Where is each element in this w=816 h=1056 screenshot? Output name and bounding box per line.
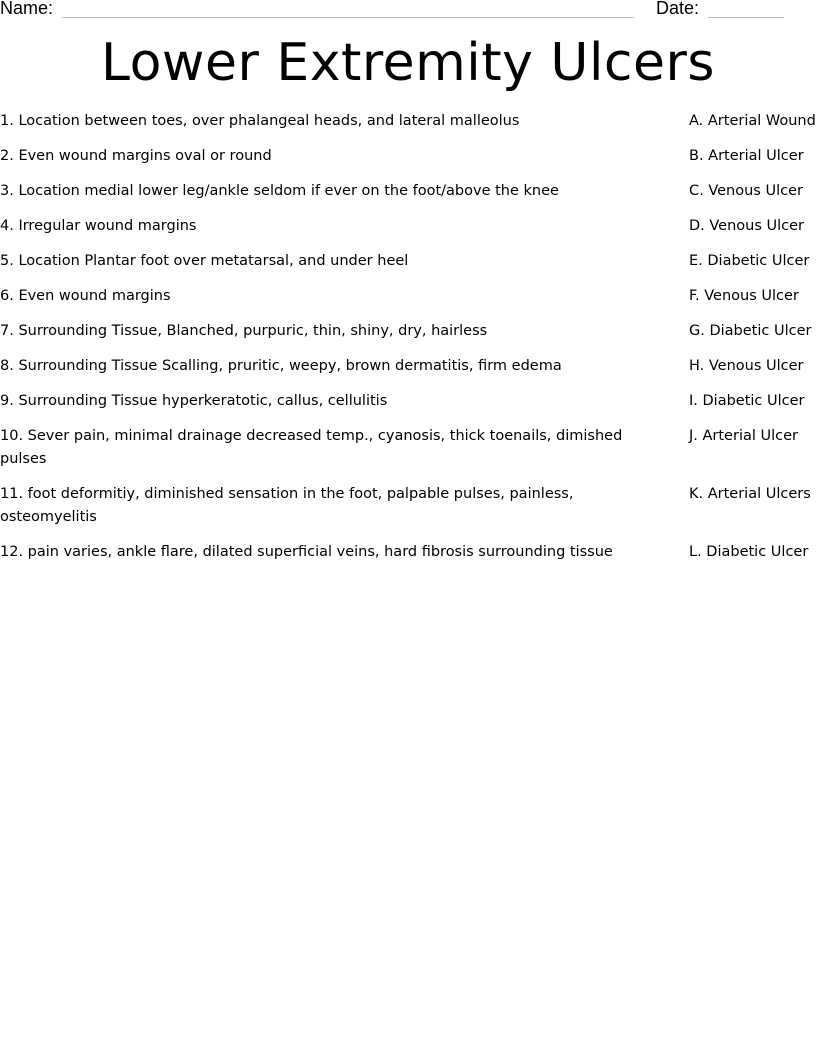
answer-option: L. Diabetic Ulcer (689, 544, 809, 560)
clue-text: 12. pain varies, ankle flare, dilated superficial veins, hard fibrosis surrounding tissue (0, 544, 613, 560)
matching-row (0, 320, 816, 343)
page-title: Lower Extremity Ulcers (101, 33, 715, 93)
answer-option: B. Arterial Ulcer (689, 148, 804, 164)
worksheet-header (0, 0, 816, 24)
matching-row (0, 355, 816, 378)
clue-text: 7. Surrounding Tissue, Blanched, purpuric, thin, shiny, dry, hairless (0, 323, 488, 339)
clue-text: 3. Location medial lower leg/ankle seldom if ever on the foot/above the knee (0, 183, 559, 199)
name-label: Name: (0, 0, 54, 18)
name-field-line (62, 17, 634, 18)
matching-row (0, 145, 816, 168)
clue-text: 11. foot deformitiy, diminished sensation in the foot, palpable pulses, painless, osteomyelitis (0, 486, 574, 525)
clue-text: 10. Sever pain, minimal drainage decreased temp., cyanosis, thick toenails, dimished pulses (0, 428, 623, 467)
clue-text: 4. Irregular wound margins (0, 218, 197, 234)
clue-text: 8. Surrounding Tissue Scalling, pruritic, weepy, brown dermatitis, firm edema (0, 358, 562, 374)
matching-row (0, 180, 816, 203)
matching-list (0, 110, 816, 576)
matching-row (0, 425, 816, 471)
clue-text: 2. Even wound margins oval or round (0, 148, 272, 164)
answer-option: K. Arterial Ulcers (689, 486, 811, 502)
clue-text: 9. Surrounding Tissue hyperkeratotic, callus, cellulitis (0, 393, 388, 409)
matching-row (0, 541, 816, 564)
answer-option: J. Arterial Ulcer (689, 428, 798, 444)
matching-row (0, 483, 816, 529)
answer-option: C. Venous Ulcer (689, 183, 803, 199)
clue-text: 5. Location Plantar foot over metatarsal, and under heel (0, 253, 409, 269)
clue-text: 6. Even wound margins (0, 288, 171, 304)
answer-option: I. Diabetic Ulcer (689, 393, 805, 409)
answer-option: D. Venous Ulcer (689, 218, 805, 234)
matching-row (0, 285, 816, 308)
matching-row (0, 110, 816, 133)
matching-row (0, 215, 816, 238)
answer-option: G. Diabetic Ulcer (689, 323, 812, 339)
date-field-line (708, 17, 784, 18)
date-label: Date: (656, 0, 700, 18)
answer-option: F. Venous Ulcer (689, 288, 799, 304)
answer-option: E. Diabetic Ulcer (689, 253, 810, 269)
matching-row (0, 250, 816, 273)
clue-text: 1. Location between toes, over phalangeal heads, and lateral malleolus (0, 113, 520, 129)
answer-option: H. Venous Ulcer (689, 358, 804, 374)
answer-option: A. Arterial Wound (689, 113, 816, 129)
matching-row (0, 390, 816, 413)
